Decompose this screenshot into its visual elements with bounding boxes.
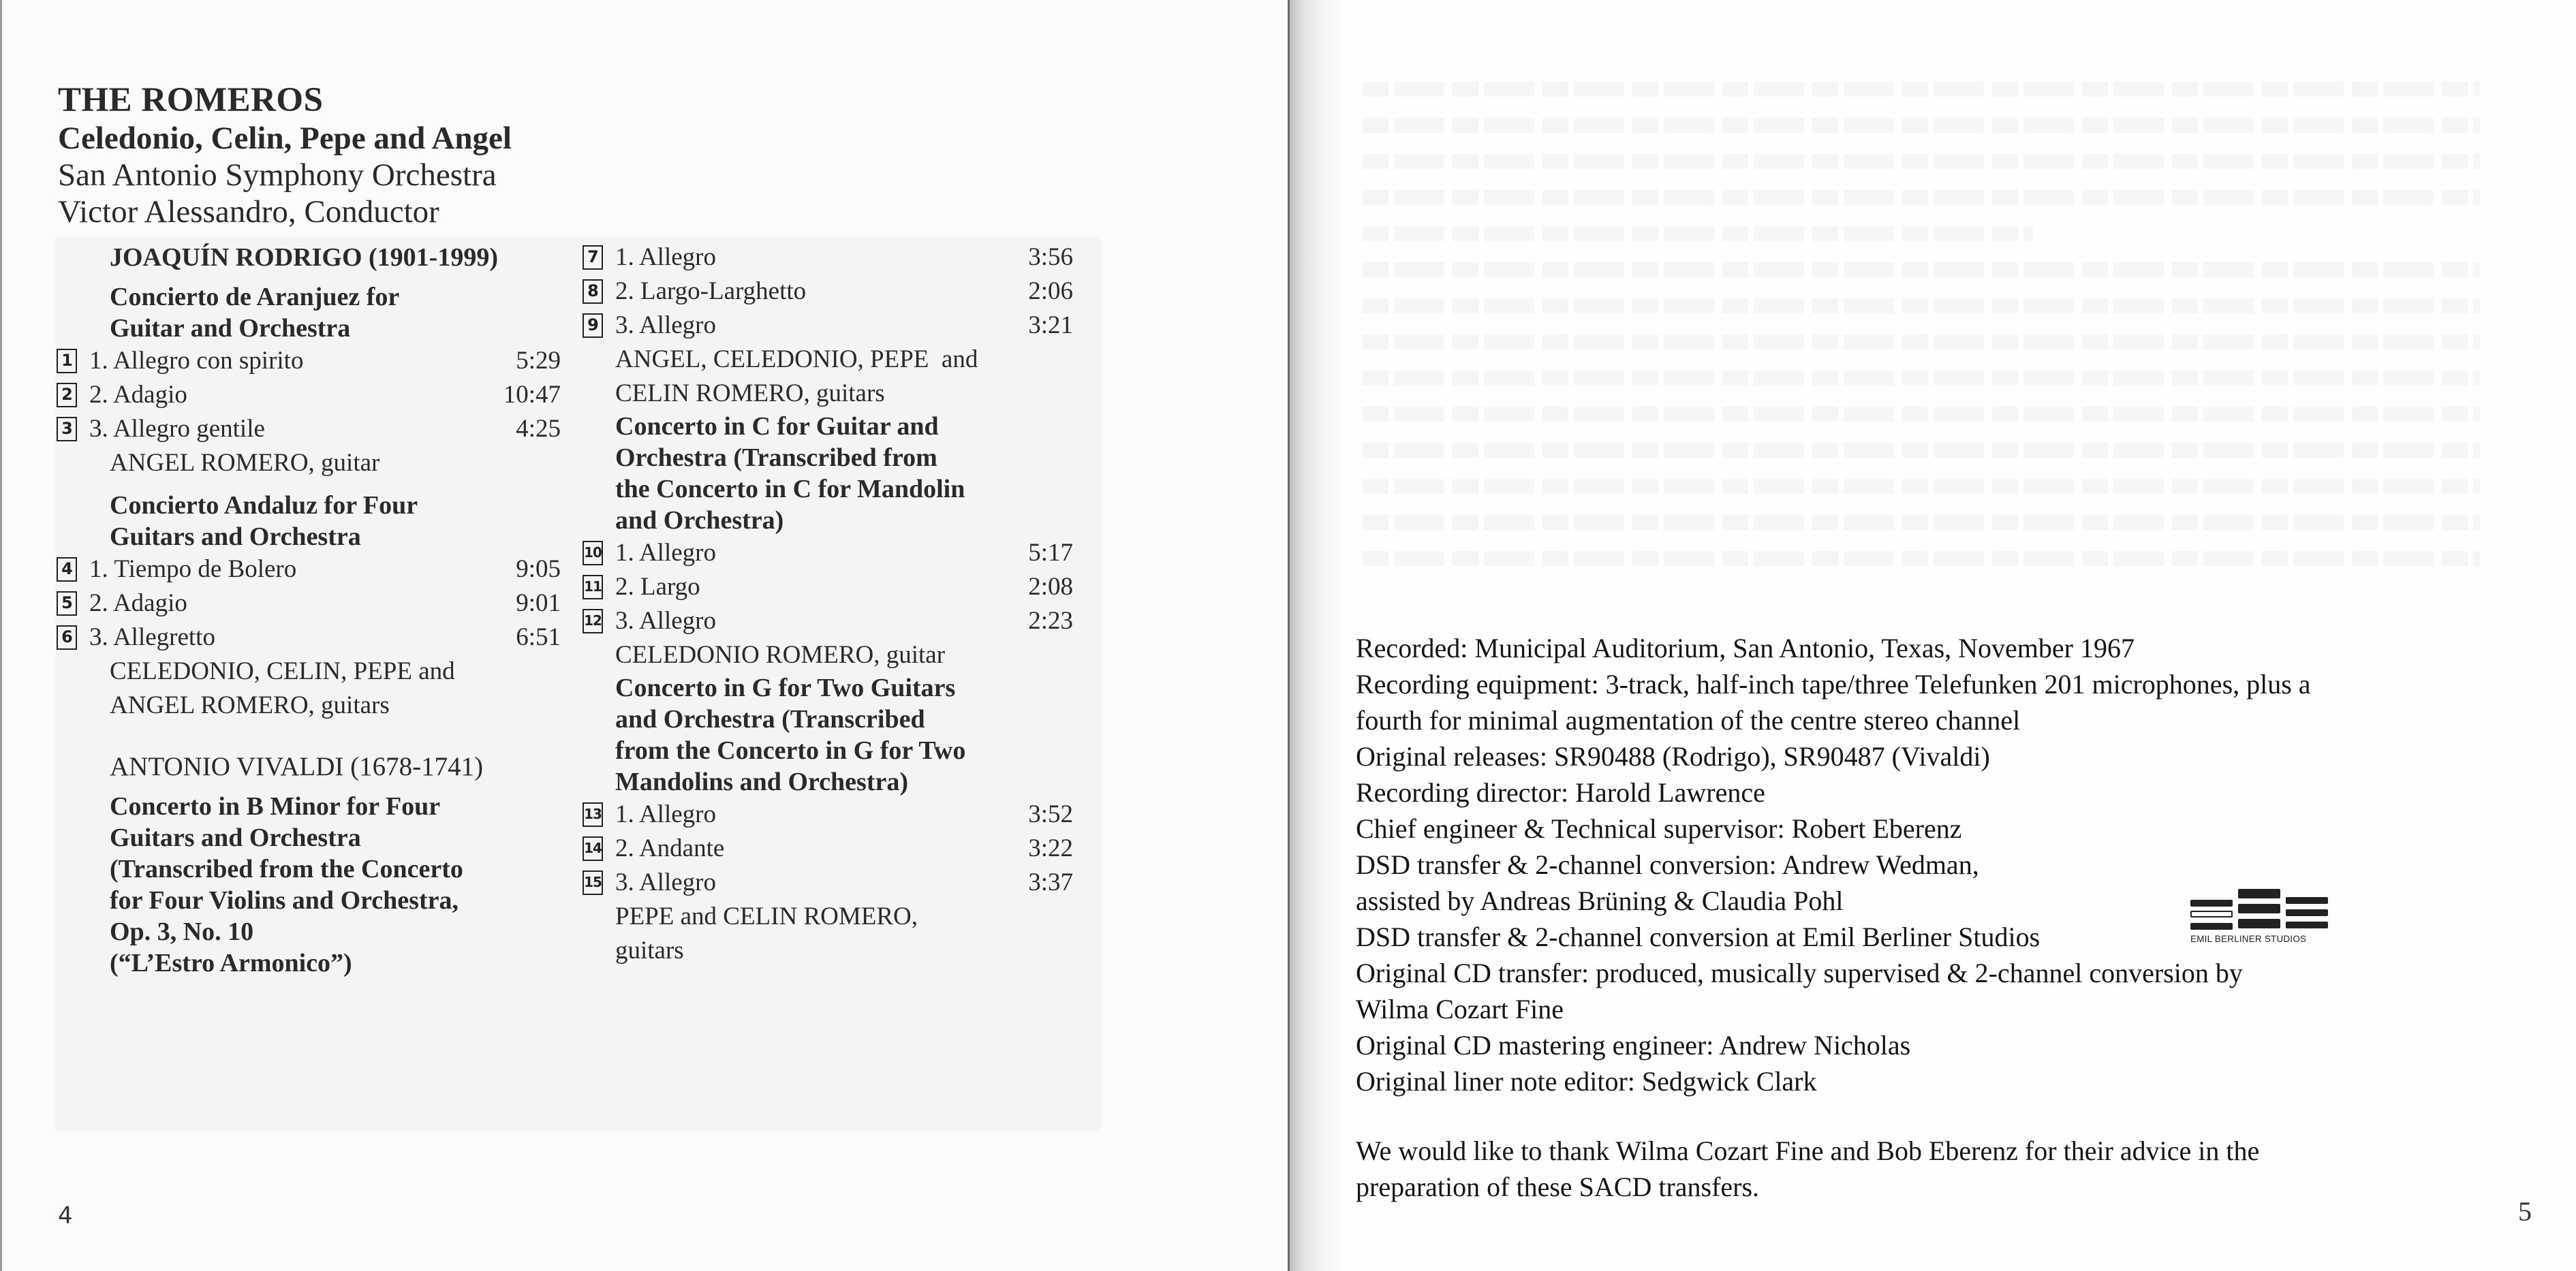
- track-duration: 6:51: [516, 623, 561, 651]
- work-title-line: from the Concerto in G for Two: [615, 736, 966, 765]
- credit-line: Recording director: Harold Lawrence: [1356, 777, 1765, 808]
- conductor-name: Victor Alessandro, Conductor: [58, 194, 439, 230]
- credit-line: fourth for minimal augmentation of the centre stereo channel: [1356, 705, 2021, 736]
- credit-line: Recording equipment: 3-track, half-inch tape/three Telefunken 201 microphones, plus a: [1356, 669, 2311, 700]
- composer-heading: JOAQUÍN RODRIGO (1901-1999): [110, 243, 498, 272]
- work-title: [110, 281, 561, 344]
- track-number-box: 12: [583, 609, 603, 633]
- emil-berliner-studios-logo-icon: [2190, 889, 2333, 944]
- acknowledgement-line: We would like to thank Wilma Cozart Fine and Bob Eberenz for their advice in the: [1356, 1135, 2260, 1166]
- performers: ANGEL ROMERO, guitars: [110, 691, 390, 719]
- work-title-line: the Concerto in C for Mandolin: [615, 475, 965, 503]
- track-row[interactable]: [583, 866, 1073, 900]
- track-number-box: 11: [583, 575, 603, 599]
- track-duration: 10:47: [503, 381, 561, 409]
- track-row[interactable]: [583, 240, 1073, 274]
- track-duration: 3:56: [1028, 243, 1073, 271]
- track-row[interactable]: [583, 798, 1073, 832]
- spine-shadow: [1288, 0, 1349, 1271]
- work-title-line: for Four Violins and Orchestra,: [110, 886, 459, 915]
- track-name: 3. Allegro: [615, 311, 716, 339]
- credit-line: Original CD transfer: produced, musically supervised & 2-channel conversion by: [1356, 958, 2243, 988]
- track-number-box: 6: [57, 625, 77, 650]
- work-title-line: and Orchestra (Transcribed: [615, 705, 925, 734]
- credit-line: DSD transfer & 2-channel conversion at Emil Berliner Studios: [1356, 922, 2040, 952]
- track-row[interactable]: [583, 570, 1073, 604]
- acknowledgement: [1356, 1133, 2514, 1205]
- performers: CELEDONIO, CELIN, PEPE and: [110, 657, 455, 685]
- tracklist-column-a: [57, 240, 561, 979]
- work-title: [110, 791, 561, 979]
- orchestra-name: San Antonio Symphony Orchestra: [58, 157, 497, 193]
- track-row[interactable]: [57, 586, 561, 621]
- credit-line: Wilma Cozart Fine: [1356, 994, 1564, 1024]
- track-duration: 3:22: [1028, 834, 1073, 862]
- work-title-line: (“L’Estro Armonico”): [110, 949, 352, 977]
- track-row[interactable]: [57, 344, 561, 378]
- work-title: [110, 490, 561, 552]
- track-row[interactable]: [57, 378, 561, 412]
- track-duration: 3:52: [1028, 800, 1073, 828]
- track-duration: 5:29: [516, 347, 561, 375]
- track-name: 3. Allegro: [615, 607, 716, 635]
- performers: guitars: [615, 937, 684, 964]
- track-name: 2. Andante: [615, 834, 725, 862]
- work-title-line: Mandolins and Orchestra): [615, 768, 909, 796]
- work-title-line: Concerto in G for Two Guitars: [615, 674, 956, 702]
- track-number-box: 3: [57, 417, 77, 441]
- track-number-box: 2: [57, 383, 77, 407]
- track-name: 3. Allegro gentile: [89, 415, 265, 443]
- credit-line: Chief engineer & Technical supervisor: Robert Eberenz: [1356, 813, 1962, 844]
- track-number-box: 15: [583, 870, 603, 895]
- performers: ANGEL, CELEDONIO, PEPE and: [615, 345, 978, 373]
- credit-line: Original releases: SR90488 (Rodrigo), SR90487 (Vivaldi): [1356, 741, 1990, 772]
- performers: CELIN ROMERO, guitars: [615, 379, 885, 407]
- track-row[interactable]: [583, 604, 1073, 638]
- track-row[interactable]: [583, 536, 1073, 570]
- credit-line: Original liner note editor: Sedgwick Clark: [1356, 1066, 1817, 1097]
- track-number-box: 5: [57, 591, 77, 616]
- track-row[interactable]: [57, 412, 561, 446]
- work-title: [615, 672, 1073, 798]
- track-duration: 9:05: [516, 555, 561, 583]
- track-duration: 3:21: [1028, 311, 1073, 339]
- track-duration: 3:37: [1028, 868, 1073, 896]
- track-number-box: 4: [57, 557, 77, 582]
- track-duration: 2:23: [1028, 607, 1073, 635]
- work-title-line: Orchestra (Transcribed from: [615, 443, 937, 472]
- composer-heading: ANTONIO VIVALDI (1678-1741): [110, 752, 484, 781]
- credit-line: DSD transfer & 2-channel conversion: Andrew Wedman,: [1356, 849, 1979, 880]
- work-title-line: Guitar and Orchestra: [110, 314, 351, 343]
- spine-line: [1288, 0, 1290, 1271]
- work-title-line: Guitars and Orchestra: [110, 522, 361, 551]
- performers: PEPE and CELIN ROMERO,: [615, 903, 918, 930]
- work-title-line: Concerto in C for Guitar and: [615, 412, 939, 441]
- track-name: 1. Tiempo de Bolero: [89, 555, 297, 583]
- track-number-box: 10: [583, 541, 603, 565]
- performers: ANGEL ROMERO, guitar: [110, 449, 380, 477]
- credit-line: assisted by Andreas Brüning & Claudia Pohl: [1356, 885, 1844, 916]
- track-number-box: 7: [583, 245, 603, 270]
- logo-text: EMIL BERLINER STUDIOS: [2190, 934, 2307, 944]
- track-duration: 2:06: [1028, 277, 1073, 305]
- track-number-box: 14: [583, 836, 603, 861]
- page-number-right: 5: [2518, 1196, 2532, 1227]
- acknowledgement-line: preparation of these SACD transfers.: [1356, 1172, 1760, 1202]
- track-name: 1. Allegro: [615, 539, 716, 567]
- track-name: 2. Largo: [615, 573, 700, 601]
- track-name: 2. Largo-Larghetto: [615, 277, 807, 305]
- track-duration: 4:25: [516, 415, 561, 443]
- track-name: 1. Allegro: [615, 800, 716, 828]
- track-number-box: 13: [583, 802, 603, 827]
- track-number-box: 8: [583, 279, 603, 304]
- artist-members: Celedonio, Celin, Pepe and Angel: [58, 121, 512, 156]
- track-row[interactable]: [583, 832, 1073, 866]
- track-row[interactable]: [583, 309, 1073, 343]
- track-name: 1. Allegro: [615, 243, 716, 271]
- work-title-line: and Orchestra): [615, 506, 784, 535]
- work-title-line: Op. 3, No. 10: [110, 917, 254, 946]
- album-header: [58, 80, 512, 230]
- work-title-line: Guitars and Orchestra: [110, 823, 361, 852]
- work-title-line: Concierto de Aranjuez for: [110, 283, 400, 311]
- track-name: 2. Adagio: [89, 589, 187, 617]
- logo-bars: [2190, 889, 2333, 931]
- work-title: [615, 411, 1073, 536]
- track-row[interactable]: [57, 552, 561, 586]
- track-name: 3. Allegro: [615, 868, 716, 896]
- track-duration: 5:17: [1028, 539, 1073, 567]
- credit-line: Recorded: Municipal Auditorium, San Antonio, Texas, November 1967: [1356, 633, 2135, 663]
- bleed-through-texture: [1363, 82, 2480, 587]
- artist-title: THE ROMEROS: [58, 81, 324, 119]
- work-title-line: (Transcribed from the Concerto: [110, 855, 463, 883]
- tracklist-column-b: [583, 240, 1073, 968]
- track-number-box: 1: [57, 349, 77, 373]
- track-name: 1. Allegro con spirito: [89, 347, 304, 375]
- credit-line: Original CD mastering engineer: Andrew Nicholas: [1356, 1030, 1911, 1061]
- work-title-line: Concerto in B Minor for Four: [110, 792, 441, 821]
- track-row[interactable]: [57, 621, 561, 655]
- page-number-left: 4: [58, 1202, 73, 1229]
- track-row[interactable]: [583, 274, 1073, 309]
- work-title-line: Concierto Andaluz for Four: [110, 491, 418, 520]
- track-name: 2. Adagio: [89, 381, 187, 409]
- recording-credits: [1356, 630, 2514, 1099]
- track-duration: 2:08: [1028, 573, 1073, 601]
- track-duration: 9:01: [516, 589, 561, 617]
- track-name: 3. Allegretto: [89, 623, 215, 651]
- performers: CELEDONIO ROMERO, guitar: [615, 641, 946, 669]
- track-number-box: 9: [583, 313, 603, 338]
